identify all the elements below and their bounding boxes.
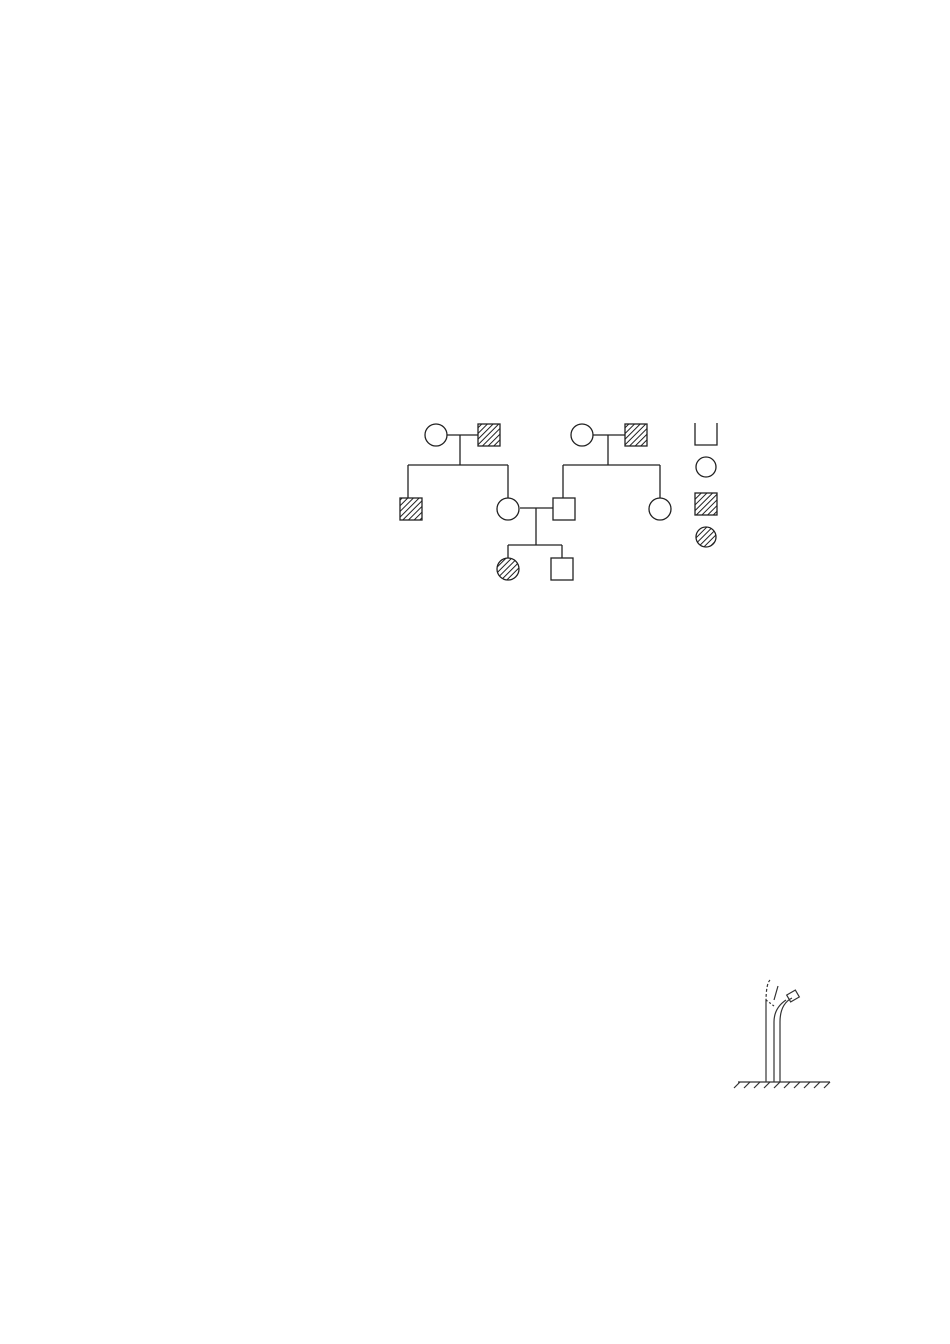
legend-colorblind-male-symbol — [695, 493, 717, 515]
individual-I-1 — [425, 424, 447, 446]
individual-II-8 — [649, 498, 671, 520]
legend-normal-female-symbol — [696, 457, 716, 477]
individual-III-10 — [551, 558, 573, 580]
pedigree-diagram — [360, 415, 820, 605]
individual-II-6 — [497, 498, 519, 520]
individual-III-9 — [497, 558, 519, 580]
coleoptile-figure — [730, 942, 840, 1092]
legend-colorblind-female-symbol — [696, 527, 716, 547]
individual-I-2 — [478, 424, 500, 446]
individual-I-4 — [625, 424, 647, 446]
individual-I-3 — [571, 424, 593, 446]
individual-II-5 — [400, 498, 422, 520]
legend-normal-male-symbol — [695, 423, 717, 445]
q13-charts — [165, 1096, 835, 1216]
individual-II-7 — [553, 498, 575, 520]
